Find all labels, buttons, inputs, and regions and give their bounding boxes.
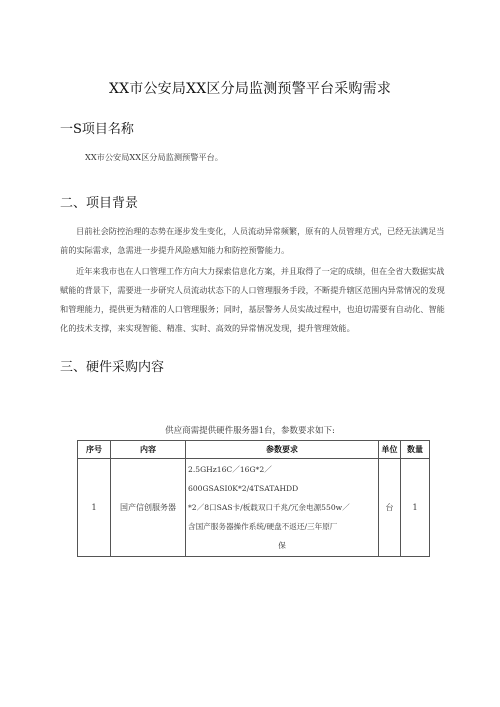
header-qty: 数量: [401, 441, 430, 459]
header-content: 内容: [111, 441, 186, 459]
table-header-row: [78, 441, 430, 459]
cell-no: 1: [78, 459, 111, 557]
section-3-heading: 三、硬件采购内容: [60, 360, 165, 375]
table-row: [78, 459, 430, 557]
header-no: 序号: [78, 441, 111, 459]
spec-line: 2.5GHz16C／16G*2／600GSASI0K*2/4TSATAHDD: [188, 465, 299, 493]
section-2-paragraph-1: 目前社会防控治理的态势在逐步发生变化，人员流动异常频繁，原有的人员管理方式，已经无法满足当前的实际需求，急需进一步提升风险感知能力和防控预警能力。: [60, 226, 445, 255]
document-title: XX市公安局XX区分局监测预警平台采购需求: [108, 81, 392, 97]
cell-content: 国产信创服务器: [111, 459, 186, 557]
spec-line: *2／8口SAS卡/板载双口千兆/冗余电源550w／: [188, 503, 350, 512]
section-2-heading: 二、项目背景: [60, 196, 139, 211]
section-2-paragraph-2: 近年来我市也在人口管理工作方向大力探索信息化方案，并且取得了一定的成绩，但在全省大数据实战赋能的背景下，需要进一步研究人员流动状态下的人口管理服务手段，不断提升辖区范围内异常情况的发现和管理能力，提供更为精准的人口管理服务；同时，基层警务人员实战过程中，也迫切需要有自动化、智能化的技术支撑，来实现智能、精准、实时、高效的异常情况发现，提升管理效能。: [60, 266, 445, 333]
table-caption: 供应商需提供硬件服务器1台，参数要求如下:: [165, 426, 335, 436]
spec-line: 保: [278, 541, 286, 550]
section-1-text: XX市公安局XX区分局监测预警平台。: [85, 152, 223, 162]
spec-line: 含国产服务器操作系统/硬盘不返还/三年原厂: [188, 522, 338, 531]
section-1-heading: 一S项目名称: [60, 122, 134, 137]
cell-unit: 台: [379, 459, 401, 557]
cell-qty: 1: [401, 459, 430, 557]
cell-spec: [186, 459, 379, 557]
header-unit: 单位: [379, 441, 401, 459]
requirements-table: [77, 440, 430, 557]
header-spec: 参数要求: [186, 441, 379, 459]
